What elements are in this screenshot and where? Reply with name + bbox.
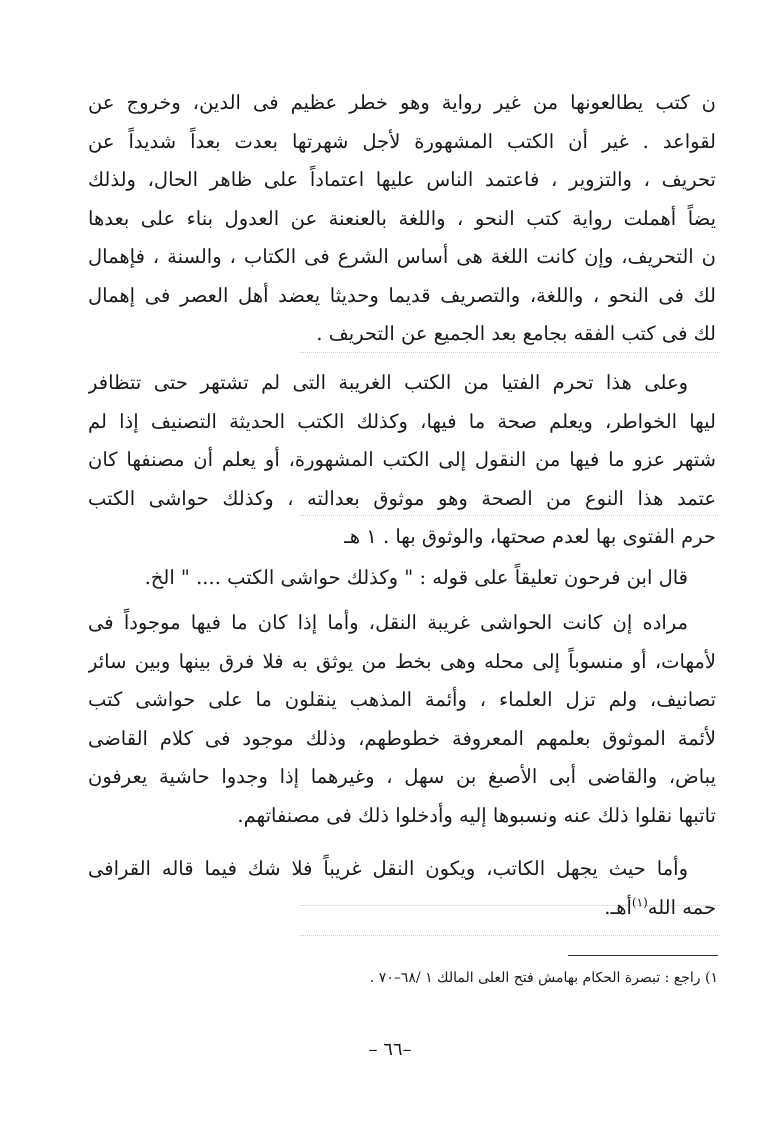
show-through-line (300, 935, 720, 936)
text-fragment: أهـ. (604, 895, 632, 919)
text-line: شتهر عزو ما فيها من النقول إلى الكتب المشهورة، أو يعلم أن مصنفها كان (88, 448, 716, 471)
text-line: ن التحريف، وإن كانت اللغة هى أساس الشرع فى الكتاب ، والسنة ، فإهمال (88, 245, 716, 268)
text-line: لك فى كتب الفقه بجامع بعد الجميع عن التحريف . (316, 322, 716, 345)
text-line: مراده إن كانت الحواشى غريبة النقل، وأما إذا كان ما فيها موجوداً فى (88, 611, 688, 634)
text-line: قال ابن فرحون تعليقاً على قوله : " وكذلك حواشى الكتب .... " الخ. (144, 566, 688, 589)
text-line: لأمهات، أو منسوباً إلى محله وهى بخط من يوثق به فلا فرق بينها وبين سائر (88, 649, 716, 673)
paragraph-5 (88, 850, 716, 927)
footnote-separator (568, 955, 718, 956)
text-line: ن كتب يطالعونها من غير رواية وهو خطر عظيم فى الدين، وخروج عن (88, 91, 716, 114)
paragraph-3 (88, 559, 716, 598)
paragraph-1 (88, 84, 716, 354)
text-line-with-footnote (88, 889, 716, 928)
text-line: لأئمة الموثوق بعلمهم المعروفة خطوطهم، وذلك موجود فى كلام القاضى (88, 726, 716, 750)
text-line: تاتبها نقلوا ذلك عنه ونسبوها إليه وأدخلوا ذلك فى مصنفاتهم. (237, 803, 716, 827)
footnote: ١) راجع : تبصرة الحكام بهامش فتح العلى المالك ١ /٦٨–٧٠ . (369, 970, 718, 986)
text-line: وعلى هذا تحرم الفتيا من الكتب الغريبة التى لم تشتهر حتى تتظافر (88, 371, 688, 394)
text-line: لك فى النحو ، واللغة، والتصريف قديما وحديثا يعضد أهل العصر فى إهمال (88, 283, 716, 307)
text-line: لقواعد . غير أن الكتب المشهورة لأجل شهرتها بعدت بعداً شديداً عن (88, 129, 716, 153)
paragraph-4 (88, 604, 716, 835)
text-line: عتمد هذا النوع من الصحة وهو موثوق بعدالته ، وكذلك حواشى الكتب (88, 486, 716, 510)
text-line: حرم الفتوى بها لعدم صحتها، والوثوق بها . ١ هـ (344, 525, 716, 548)
page-number: –٦٦ – (368, 1039, 412, 1060)
text-line: يضاً أهملت رواية كتب النحو ، واللغة بالعنعنة عن العدول بناء على بعدها (88, 206, 716, 230)
text-line: ليها الخواطر، ويعلم صحة ما فيها، وكذلك الكتب الحديثة التصنيف إذا لم (88, 409, 716, 433)
text-fragment: حمه الله (647, 895, 716, 919)
text-line: تصانيف، ولم تزل العلماء ، وأئمة المذهب ينقلون ما على حواشى كتب (88, 688, 716, 711)
footnote-reference[interactable]: (١) (631, 895, 648, 909)
paragraph-2 (88, 364, 716, 557)
text-line: وأما حيث يجهل الكاتب، ويكون النقل غريباً فلا شك فيما قاله القرافى (88, 857, 688, 880)
text-line: تحريف ، والتزوير ، فاعتمد الناس عليها اعتماداً على ظاهر الحال، ولذلك (88, 168, 716, 191)
text-line: يباض، والقاضى أبى الأصبغ بن سهل ، وغيرهما إذا وجدوا حاشية يعرفون (88, 765, 716, 788)
